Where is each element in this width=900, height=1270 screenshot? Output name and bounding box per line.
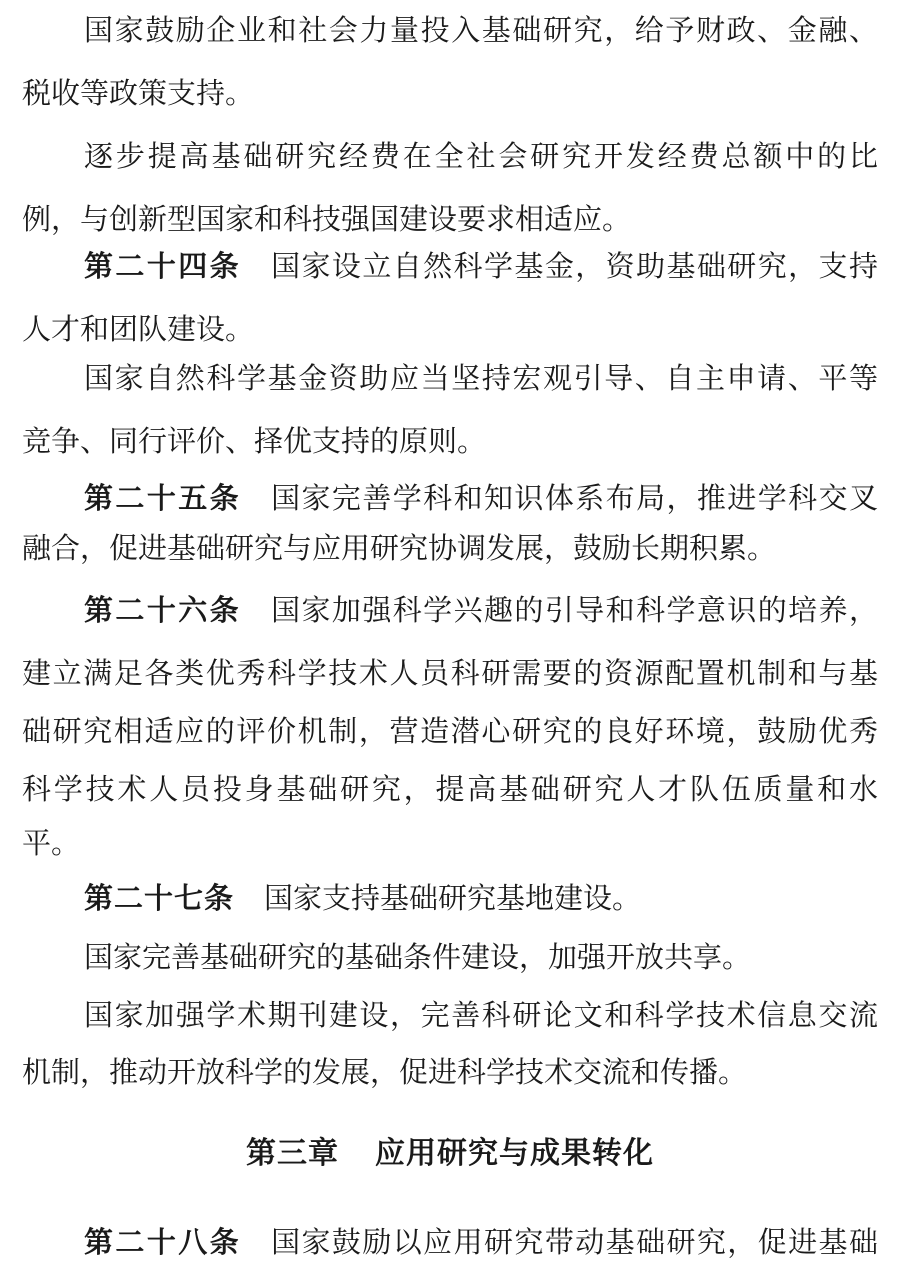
text-line: 科学技术人员投身基础研究，提高基础研究人才队伍质量和水: [22, 772, 878, 806]
article-25-line: [84, 478, 878, 518]
chapter-number: 第三章: [246, 1136, 339, 1171]
chapter-title: 应用研究与成果转化: [375, 1136, 654, 1171]
text-line: 平。: [22, 826, 81, 860]
article-28-label: 第二十八条: [84, 1225, 242, 1259]
text-line: 建立满足各类优秀科学技术人员科研需要的资源配置机制和与基: [22, 656, 878, 690]
text-line: 逐步提高基础研究经费在全社会研究开发经费总额中的比: [84, 139, 878, 173]
article-25-text: 国家完善学科和知识体系布局，推进学科交叉: [271, 481, 878, 515]
article-24-text: 国家设立自然科学基金，资助基础研究，支持: [271, 249, 878, 283]
text-line: 竞争、同行评价、择优支持的原则。: [22, 424, 487, 458]
article-28-line: [84, 1222, 878, 1262]
text-line: 机制，推动开放科学的发展，促进科学技术交流和传播。: [22, 1055, 748, 1089]
text-line: 国家自然科学基金资助应当坚持宏观引导、自主申请、平等: [84, 361, 878, 395]
text-line: 础研究相适应的评价机制，营造潜心研究的良好环境，鼓励优秀: [22, 714, 878, 748]
text-line: 国家加强学术期刊建设，完善科研论文和科学技术信息交流: [84, 998, 878, 1032]
article-28-text: 国家鼓励以应用研究带动基础研究，促进基础: [271, 1225, 878, 1259]
article-27-label: 第二十七条: [84, 881, 235, 915]
text-line: 人才和团队建设。: [22, 312, 255, 346]
article-27-text: 国家支持基础研究基地建设。: [264, 881, 642, 915]
text-line: 税收等政策支持。: [22, 76, 255, 110]
article-25-label: 第二十五条: [84, 481, 242, 515]
article-26-text: 国家加强科学兴趣的引导和科学意识的培养，: [271, 593, 878, 627]
article-26-line: [84, 590, 878, 630]
chapter-heading: [0, 1132, 900, 1176]
article-26-label: 第二十六条: [84, 593, 242, 627]
article-27-line: [84, 878, 878, 918]
text-line: 融合，促进基础研究与应用研究协调发展，鼓励长期积累。: [22, 531, 777, 565]
text-line: 国家鼓励企业和社会力量投入基础研究，给予财政、金融、: [84, 13, 878, 47]
text-line: 例，与创新型国家和科技强国建设要求相适应。: [22, 202, 632, 236]
article-24-line: [84, 246, 878, 286]
article-24-label: 第二十四条: [84, 249, 242, 283]
text-line: 国家完善基础研究的基础条件建设，加强开放共享。: [84, 940, 752, 974]
